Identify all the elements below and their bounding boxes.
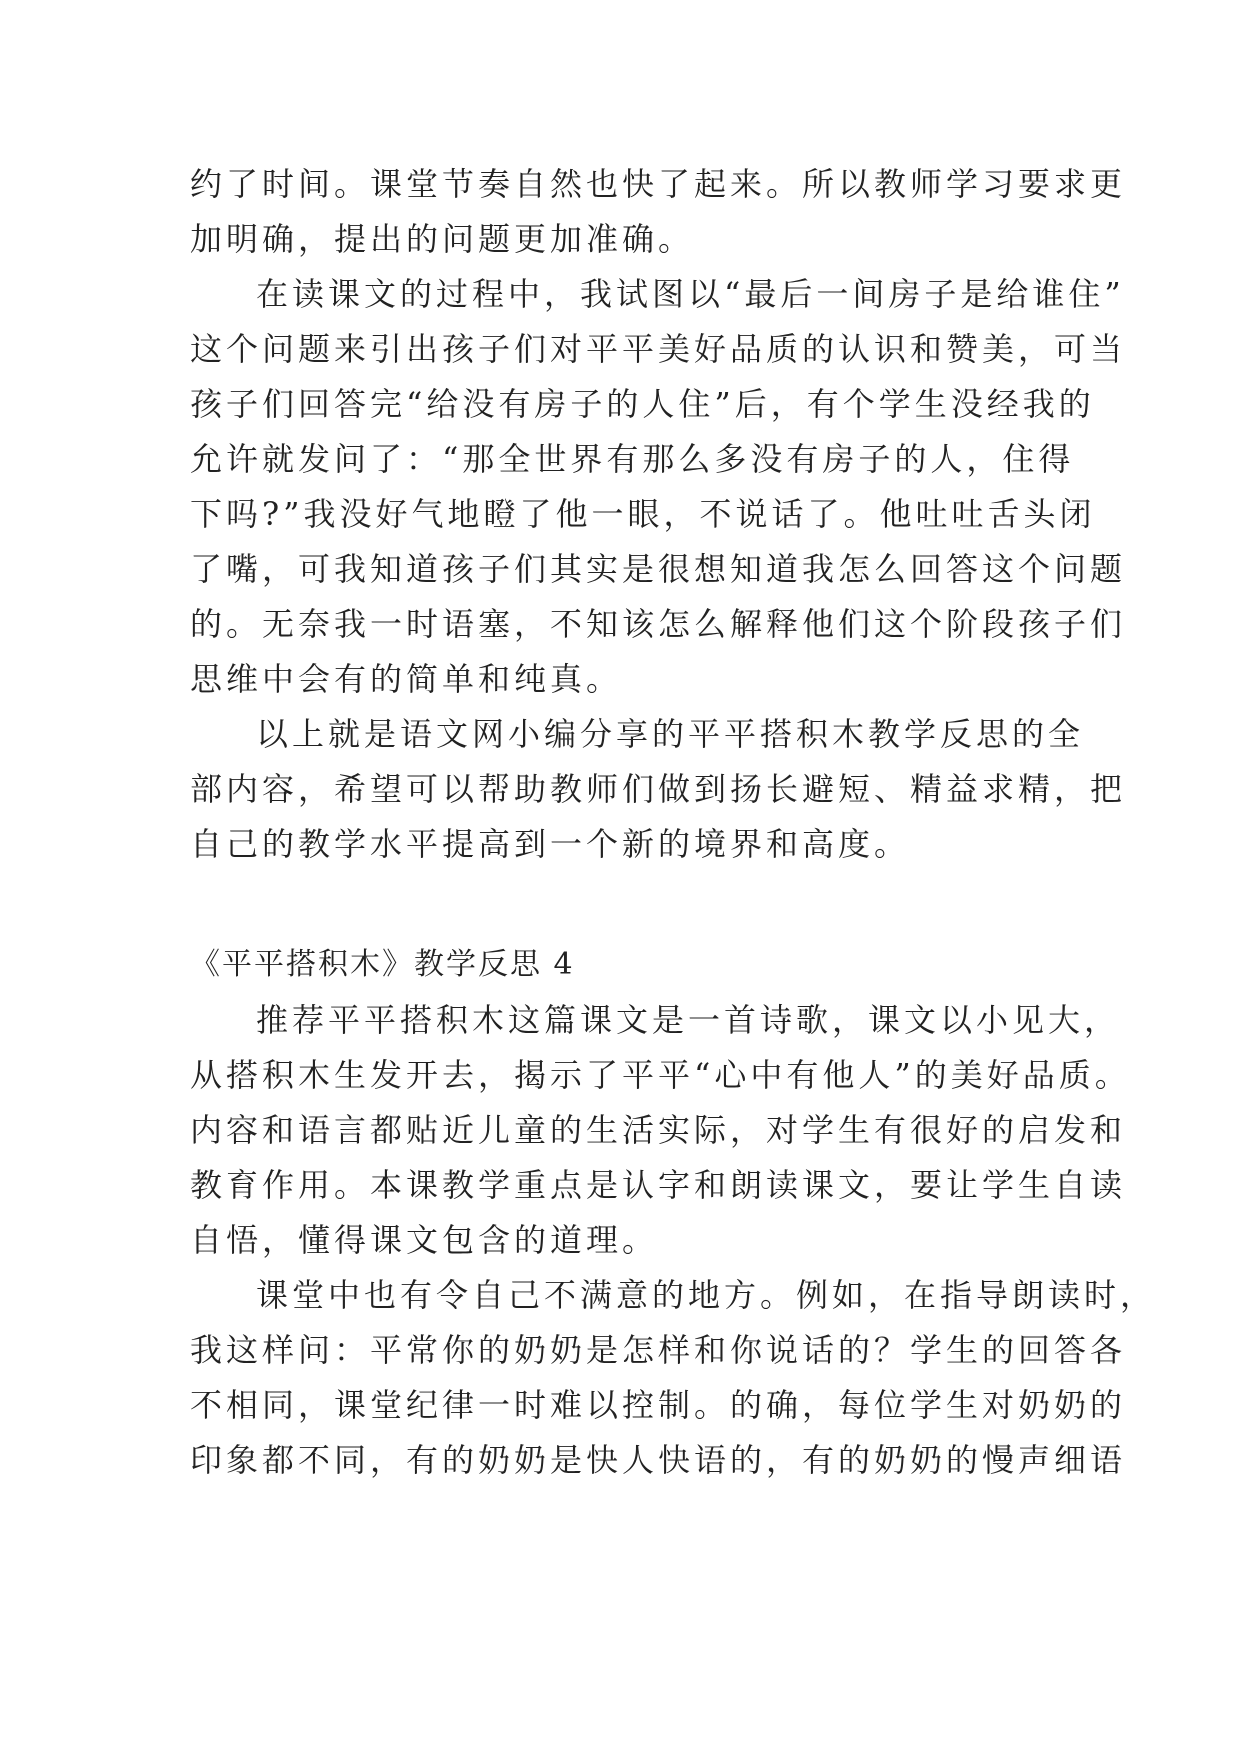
paragraph-line: 教育作用。本课教学重点是认字和朗读课文，要让学生自读 [190, 1166, 1127, 1204]
paragraph-line: 这个问题来引出孩子们对平平美好品质的认识和赞美，可当 [190, 330, 1127, 368]
section-heading: 《平平搭积木》教学反思 4 [190, 947, 575, 982]
paragraph-line: 不相同，课堂纪律一时难以控制。的确，每位学生对奶奶的 [190, 1386, 1127, 1424]
paragraph-line: 从搭积木生发开去，揭示了平平“心中有他人”的美好品质。 [190, 1056, 1131, 1094]
paragraph-line: 允许就发问了：“那全世界有那么多没有房子的人，住得 [190, 440, 1075, 478]
paragraph-line: 加明确，提出的问题更加准确。 [190, 220, 695, 258]
paragraph-line: 的。无奈我一时语塞，不知该怎么解释他们这个阶段孩子们 [190, 605, 1127, 643]
paragraph-line: 印象都不同，有的奶奶是快人快语的，有的奶奶的慢声细语 [190, 1441, 1127, 1479]
paragraph-line: 课堂中也有令自己不满意的地方。例如，在指导朗读时， [256, 1276, 1157, 1314]
paragraph-line: 推荐平平搭积木这篇课文是一首诗歌，课文以小见大， [256, 1001, 1121, 1039]
paragraph-line: 以上就是语文网小编分享的平平搭积木教学反思的全 [256, 715, 1085, 753]
paragraph-line: 了嘴，可我知道孩子们其实是很想知道我怎么回答这个问题 [190, 550, 1127, 588]
paragraph-line: 我这样问：平常你的奶奶是怎样和你说话的？学生的回答各 [190, 1331, 1127, 1369]
paragraph-line: 部内容，希望可以帮助教师们做到扬长避短、精益求精，把 [190, 770, 1127, 808]
paragraph-line: 自悟，懂得课文包含的道理。 [190, 1221, 659, 1259]
paragraph-line: 在读课文的过程中，我试图以“最后一间房子是给谁住” [256, 275, 1125, 313]
paragraph-line: 自己的教学水平提高到一个新的境界和高度。 [190, 825, 911, 863]
paragraph-line: 孩子们回答完“给没有房子的人住”后，有个学生没经我的 [190, 385, 1095, 423]
paragraph-line: 内容和语言都贴近儿童的生活实际，对学生有很好的启发和 [190, 1111, 1127, 1149]
paragraph-line: 下吗?”我没好气地瞪了他一眼，不说话了。他吐吐舌头闭 [190, 495, 1096, 533]
paragraph-line: 约了时间。课堂节奏自然也快了起来。所以教师学习要求更 [190, 165, 1127, 203]
paragraph-line: 思维中会有的简单和纯真。 [190, 660, 623, 698]
